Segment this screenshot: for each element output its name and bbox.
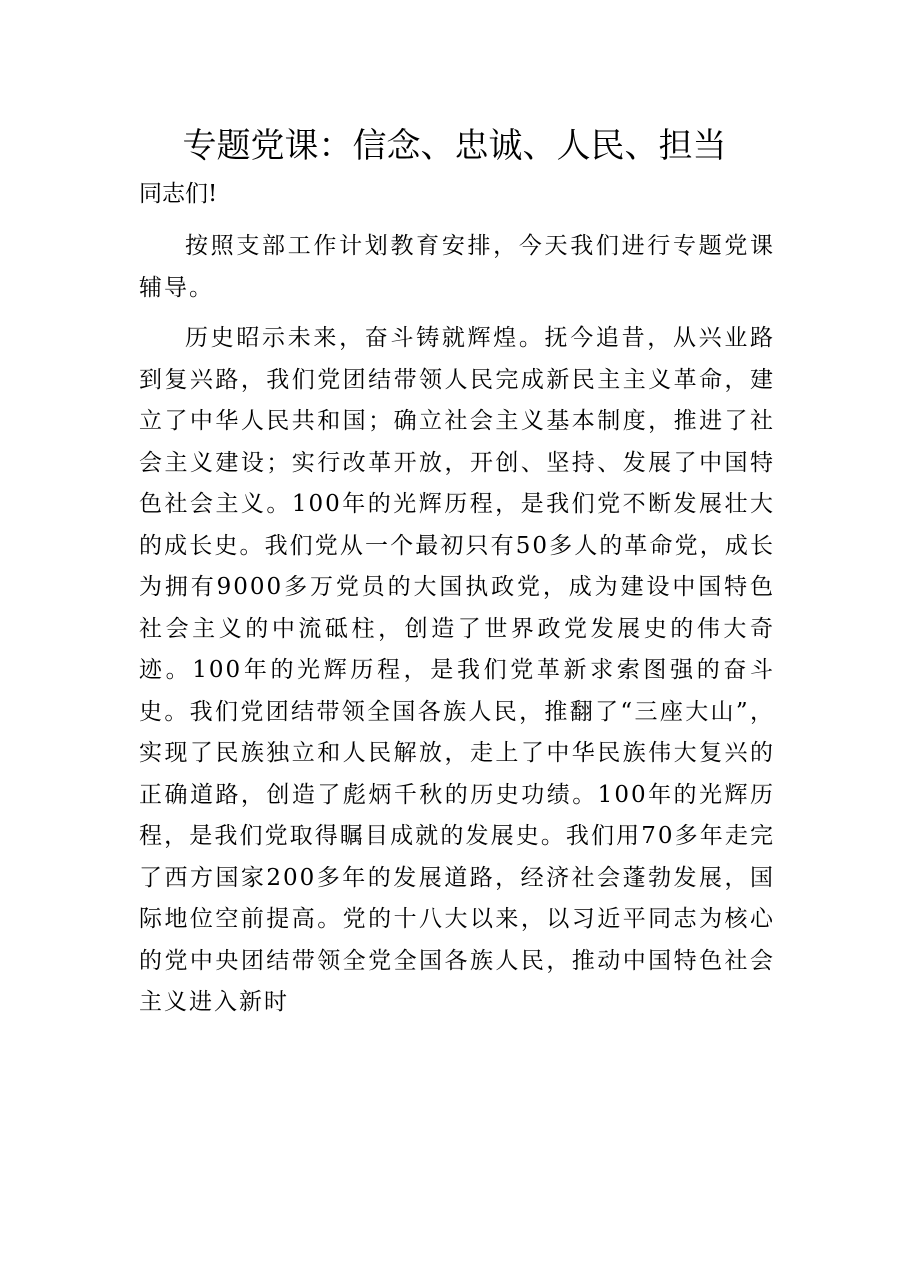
paragraph-intro: 按照支部工作计划教育安排，今天我们进行专题党课辅导。 (139, 233, 775, 301)
greeting: 同志们! (139, 181, 218, 207)
paragraph-history: 历史昭示未来，奋斗铸就辉煌。抚今追昔，从兴业路到复兴路，我们党团结带领人民完成新民主主义革命，建立了中华人民共和国；确立社会主义基本制度，推进了社会主义建设；实行改革开放，开创、坚持、发展了中国特色社会主义。100年的光辉历程，是我们党不断发展壮大的成长史。我们党从一个最初只有50多人的革命党，成长为拥有9000多万党员的大国执政党，成为建设中国特色社会主义的中流砥柱，创造了世界政党发展史的伟大奇迹。100年的光辉历程，是我们党革新求索图强的奋斗史。我们党团结带领全国各族人民，推翻了“三座大山”，实现了民族独立和人民解放，走上了中华民族伟大复兴的正确道路，创造了彪炳千秋的历史功绩。100年的光辉历程，是我们党取得瞩目成就的发展史。我们用70多年走完了西方国家200多年的发展道路，经济社会蓬勃发展，国际地位空前提高。党的十八大以来，以习近平同志为核心的党中央团结带领全党全国各族人民，推动中国特色社会主义进入新时 (139, 325, 775, 1015)
document-title: 专题党课：信念、忠诚、人民、担当 (182, 126, 727, 166)
